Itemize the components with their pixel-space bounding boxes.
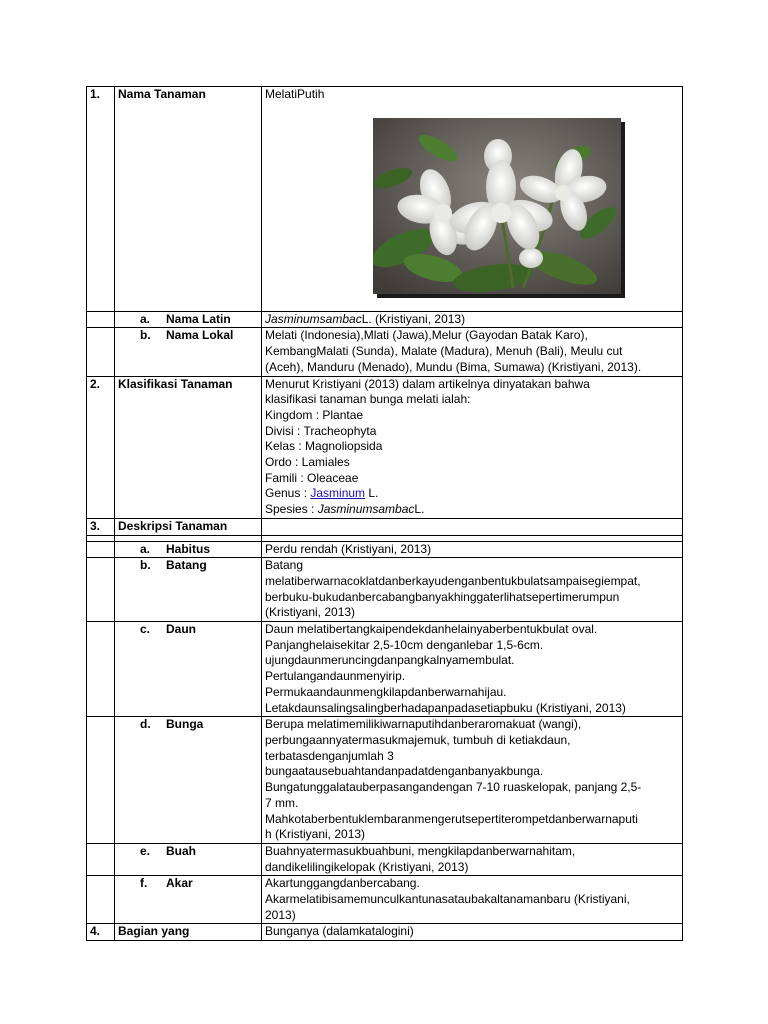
row-value xyxy=(262,622,683,717)
genus-suffix: L. xyxy=(365,486,379,501)
row-label: Klasifikasi Tanaman xyxy=(115,376,262,518)
text-line: klasifikasi tanaman bunga melati ialah: xyxy=(265,392,471,407)
genus-prefix: Genus : xyxy=(265,486,311,501)
sub-letter: b. xyxy=(140,328,151,343)
row-label: Nama Latin xyxy=(166,311,231,326)
row-value xyxy=(262,328,683,376)
row-label: Nama Tanaman xyxy=(115,87,262,312)
kelas: Kelas : Magnoliopsida xyxy=(265,439,383,454)
row-nama-tanaman xyxy=(87,87,683,312)
jasmine-photo xyxy=(373,118,621,294)
text-line: h (Kristiyani, 2013) xyxy=(265,827,366,842)
row-label: Nama Lokal xyxy=(166,328,234,343)
text-line: Menurut Kristiyani (2013) dalam artikelnya dinyatakan bahwa xyxy=(265,376,590,391)
row-label: Bagian yang xyxy=(115,924,262,941)
sub-letter: c. xyxy=(140,622,151,637)
plant-photo-frame xyxy=(373,118,621,294)
text-line: Daun melatibertangkaipendekdanhelainyaberbentukbulat oval. xyxy=(265,622,598,637)
spesies-italic: Jasminumsambac xyxy=(317,502,415,517)
text-line: melatiberwarnacoklatdanberkayudenganbentukbulatsampaisegiempat, xyxy=(265,573,641,588)
row-label: Habitus xyxy=(166,541,211,556)
row-label: Akar xyxy=(166,876,193,891)
text-line: terbatasdenganjumlah 3 xyxy=(265,748,394,763)
text-line: Pertulangandaunmenyirip. xyxy=(265,669,406,684)
row-value xyxy=(262,876,683,924)
text-line: Berupa melatimemilikiwarnaputihdanberaromakuat (wangi), xyxy=(265,717,582,732)
row-value: Bunganya (dalamkatalogini) xyxy=(262,924,683,941)
text-line: Letakdaunsalingsalingberhadapanpadasetiapbuku (Kristiyani, 2013) xyxy=(265,700,626,715)
sub-letter: a. xyxy=(140,311,151,326)
sub-letter: e. xyxy=(140,843,151,858)
text-line: ujungdaunmeruncingdanpangkalnyamembulat. xyxy=(265,653,515,668)
genus-link[interactable]: Jasminum xyxy=(310,486,366,501)
spesies-suffix: L. xyxy=(414,502,425,517)
row-value xyxy=(262,558,683,622)
row-bunga xyxy=(87,717,683,844)
row-label: Buah xyxy=(166,843,196,858)
row-habitus xyxy=(87,541,683,558)
row-value xyxy=(262,376,683,518)
row-value xyxy=(262,843,683,875)
row-deskripsi xyxy=(87,518,683,535)
text-line: KembangMalati (Sunda), Malate (Madura), Menuh (Bali), Meulu cut xyxy=(265,344,623,359)
text-line: 2013) xyxy=(265,907,296,922)
sub-letter: f. xyxy=(140,876,148,891)
ordo: Ordo : Lamiales xyxy=(265,455,350,470)
text-line: Bungatunggalatauberpasangandengan 7-10 ruaskelopak, panjang 2,5- xyxy=(265,780,642,795)
row-label: Deskripsi Tanaman xyxy=(115,518,262,535)
row-nama-latin xyxy=(87,311,683,328)
row-daun xyxy=(87,622,683,717)
latin-citation: L. (Kristiyani, 2013) xyxy=(361,311,466,326)
text-line: Melati (Indonesia),Mlati (Jawa),Melur (Gayodan Batak Karo), xyxy=(265,328,588,343)
text-line: Buahnyatermasukbuahbuni, mengkilapdanberwarnahitam, xyxy=(265,843,576,858)
text-line: Akartunggangdanbercabang. xyxy=(265,876,420,891)
text-line: bungaatausebuahtandanpadatdenganbanyakbunga. xyxy=(265,764,544,779)
row-number: 3. xyxy=(87,518,115,535)
text-line: Permukaandaunmengkilapdanberwarnahijau. xyxy=(265,684,507,699)
text-line: berbuku-bukudanbercabangbanyakhinggaterlihatsepertimerumpun xyxy=(265,589,620,604)
row-value xyxy=(262,717,683,844)
row-label: Daun xyxy=(166,622,196,637)
text-line: Mahkotaberbentuklembaranmengerutsepertiterompetdanberwarnaputi xyxy=(265,811,638,826)
row-number: 1. xyxy=(87,87,115,312)
sub-letter: d. xyxy=(140,717,151,732)
text-line: Batang xyxy=(265,558,304,573)
row-label: Batang xyxy=(166,558,207,573)
text-line: (Kristiyani, 2013) xyxy=(265,605,356,620)
row-value xyxy=(262,311,683,328)
row-bagian-yang xyxy=(87,924,683,941)
row-number: 2. xyxy=(87,376,115,518)
spesies xyxy=(265,502,679,518)
row-batang xyxy=(87,558,683,622)
row-akar xyxy=(87,876,683,924)
genus xyxy=(265,486,679,502)
row-buah xyxy=(87,843,683,875)
text-line: 7 mm. xyxy=(265,795,299,810)
sub-letter: a. xyxy=(140,541,151,556)
plant-name: MelatiPutih xyxy=(265,87,325,101)
latin-name: Jasminumsambac xyxy=(265,311,362,326)
text-line: perbungaannyatermasukmajemuk, tumbuh di ketiakdaun, xyxy=(265,732,571,747)
plant-description-table xyxy=(86,86,683,941)
sub-letter: b. xyxy=(140,558,151,573)
text-line: Panjanghelaisekitar 2,5-10cm denganlebar 1,5-6cm. xyxy=(265,637,544,652)
text-line: dandikelilingikelopak (Kristiyani, 2013) xyxy=(265,859,469,874)
jasmine-flower-image xyxy=(373,118,621,294)
row-nama-lokal xyxy=(87,328,683,376)
row-label: Bunga xyxy=(166,717,204,732)
divisi: Divisi : Tracheophyta xyxy=(265,423,377,438)
row-value xyxy=(262,87,683,312)
row-number: 4. xyxy=(87,924,115,941)
spesies-prefix: Spesies : xyxy=(265,502,318,517)
row-value: Perdu rendah (Kristiyani, 2013) xyxy=(262,541,683,558)
row-klasifikasi xyxy=(87,376,683,518)
text-line: (Aceh), Manduru (Menado), Mundu (Bima, Sumawa) (Kristiyani, 2013). xyxy=(265,359,642,374)
text-line: Akarmelatibisamemunculkantunasataubakaltanamanbaru (Kristiyani, xyxy=(265,892,630,907)
famili: Famili : Oleaceae xyxy=(265,470,359,485)
kingdom: Kingdom : Plantae xyxy=(265,407,364,422)
